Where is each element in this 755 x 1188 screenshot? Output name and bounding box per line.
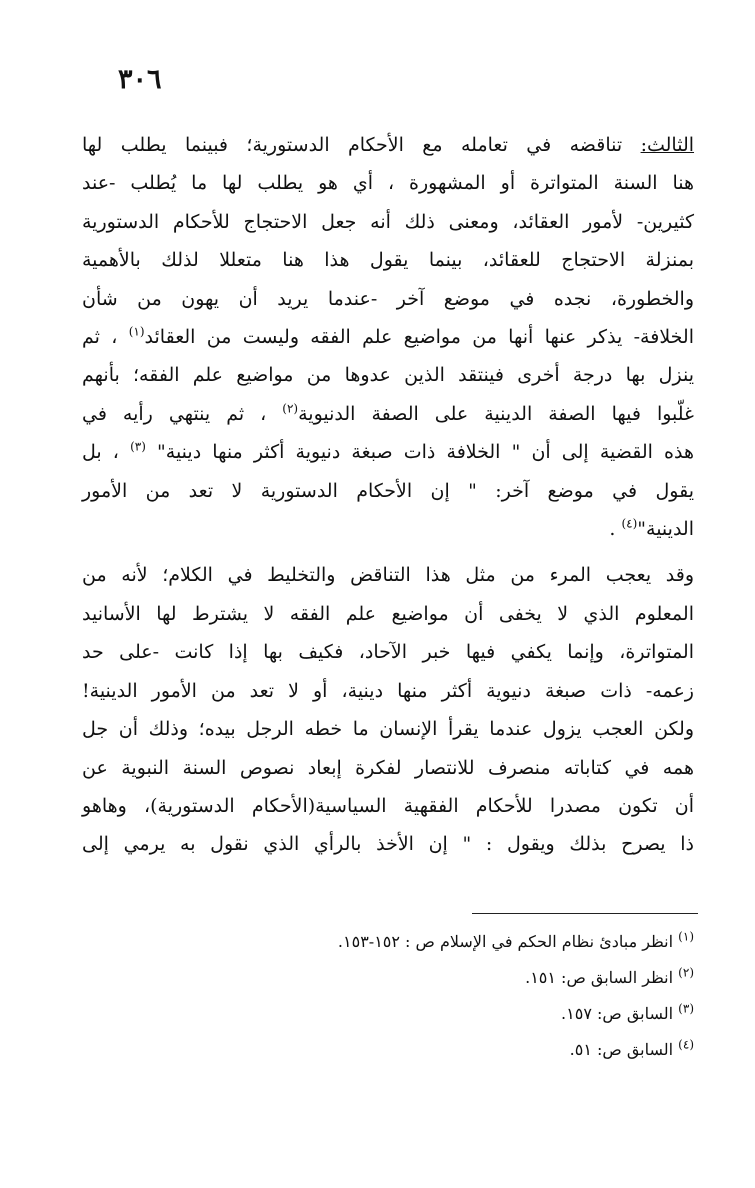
footnote-text: انظر مبادئ نظام الحكم في الإسلام ص : ١٥٢-١٥٣. — [337, 932, 674, 951]
text-line — [82, 126, 694, 164]
footnote-marker: (٢) — [678, 965, 694, 980]
line-text: ، بل — [82, 441, 119, 464]
line-text: تناقضه في تعامله مع الأحكام الدستورية؛ فبينما يطلب لها — [82, 134, 623, 156]
text-line: وقد يعجب المرء من مثل هذا التناقض والتخليط في الكلام؛ لأنه من — [82, 564, 694, 587]
text-line: يقول في موضع آخر: " إن الأحكام الدستورية لا تعد من الأمور — [82, 479, 694, 502]
footnote-text: انظر السابق ص: ١٥١. — [525, 968, 674, 987]
text-line: همه في كتاباته منصرف للانتصار لفكرة إبعاد نصوص السنة النبوية عن — [82, 756, 694, 779]
footnote-item — [200, 996, 694, 1032]
body-text — [82, 126, 694, 864]
line-text: الخلافة- يذكر عنها أنها من مواضيع علم الفقه وليست من العقائد — [144, 326, 694, 349]
footnote-item — [200, 1032, 694, 1068]
text-line: بمنزلة الاحتجاج للعقائد، بينما يقول هذا هنا متعللا لذلك بالأهمية — [82, 249, 694, 272]
line-text: . — [609, 518, 616, 541]
text-line: المعلوم الذي لا يخفى أن مواضيع علم الفقه لا يشترط لها الأسانيد — [82, 602, 694, 625]
text-line — [82, 433, 694, 471]
footnote-item — [200, 924, 694, 960]
footnote-ref[interactable]: (٣) — [130, 439, 146, 454]
footnote-marker: (٤) — [678, 1037, 694, 1052]
text-line: هنا السنة المتواترة أو المشهورة ، أي هو يطلب لها ما يُطلب -عند — [82, 172, 694, 195]
page-number: ٣٠٦ — [118, 64, 162, 95]
footnote-ref[interactable]: (٤) — [621, 516, 638, 531]
text-line: ذا يصرح بذلك ويقول : " إن الأخذ بالرأي الذي نقول به يرمي إلى — [82, 833, 694, 856]
text-line — [82, 395, 694, 433]
text-line — [82, 510, 694, 548]
line-text: الدينية" — [637, 518, 694, 541]
footnote-text: السابق ص: ٥١. — [569, 1040, 674, 1059]
footnotes — [200, 924, 694, 1068]
footnote-separator — [472, 913, 698, 914]
text-line: زعمه- ذات صبغة دنيوية أكثر منها دينية، أو لا تعد من الأمور الدينية! — [82, 679, 694, 702]
line-text: ، ثم ينتهي رأيه في — [82, 402, 267, 425]
line-text: ، ثم — [82, 326, 118, 349]
line-text: غلّبوا فيها الصفة الدينية على الصفة الدنيوية — [298, 402, 694, 425]
text-line: ولكن العجب يزول عندما يقرأ الإنسان ما خطه الرجل بيده؛ وذلك أن جل — [82, 718, 694, 741]
section-label: الثالث: — [640, 134, 695, 156]
text-line: ينزل بها درجة أخرى فينتقد الذين عدوها من مواضيع علم الفقه؛ بأنهم — [82, 364, 694, 387]
text-line: المتواترة، وإنما يكفي فيها خبر الآحاد، فكيف بها إذا كانت -على حد — [82, 641, 694, 664]
footnote-marker: (٣) — [678, 1001, 694, 1016]
footnote-ref[interactable]: (١) — [128, 324, 145, 339]
paragraph-2 — [82, 556, 694, 863]
line-text: هذه القضية إلى أن " الخلافة ذات صبغة دنيوية أكثر منها دينية" — [157, 441, 694, 464]
footnote-ref[interactable]: (٢) — [282, 401, 299, 416]
footnote-item — [200, 960, 694, 996]
text-line — [82, 318, 694, 356]
footnote-marker: (١) — [678, 929, 694, 944]
text-line: أن تكون مصدرا للأحكام الفقهية السياسية(الأحكام الدستورية)، وهاهو — [82, 794, 694, 817]
text-line: كثيرين- لأمور العقائد، ومعنى ذلك أنه جعل الاحتجاج للأحكام الدستورية — [82, 210, 694, 233]
text-line: والخطورة، نجده في موضع آخر -عندما يريد أن يهون من شأن — [82, 287, 694, 310]
footnote-text: السابق ص: ١٥٧. — [561, 1004, 674, 1023]
paragraph-1 — [82, 126, 694, 548]
